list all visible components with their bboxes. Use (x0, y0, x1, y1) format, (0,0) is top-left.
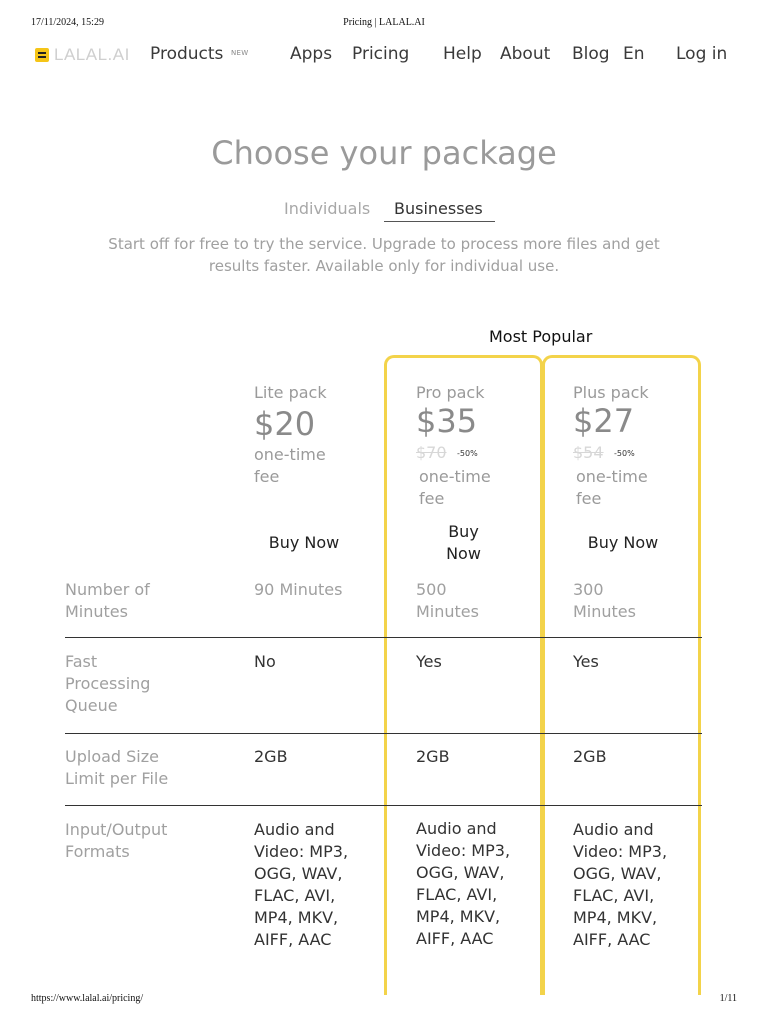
plus-buy-now-button[interactable]: Buy Now (573, 532, 673, 554)
nav-products[interactable]: Products (150, 44, 224, 64)
row-label-upload: Upload Size Limit per File (65, 747, 169, 788)
plus-minutes-value: 300 Minutes (573, 580, 636, 621)
nav-apps[interactable]: Apps (290, 44, 333, 64)
page-title: Choose your package (211, 134, 557, 172)
print-doc-title: Pricing | LALAL.AI (343, 17, 425, 28)
lite-formats-value: Audio and Video: MP3, OGG, WAV, FLAC, AVI, MP4, MKV, AIFF, AAC (254, 820, 349, 949)
audience-tabs (0, 199, 768, 223)
top-nav (0, 42, 768, 68)
new-badge: NEW (231, 49, 249, 57)
nav-help[interactable]: Help (443, 44, 482, 64)
pro-minutes-value: 500 Minutes (416, 580, 479, 621)
pro-queue-value: Yes (416, 652, 442, 671)
row-label-queue: Fast Processing Queue (65, 652, 151, 715)
page-subtitle: Start off for free to try the service. Upgrade to process more files and get results faster. Available only for individual use. (108, 235, 660, 275)
lite-queue-value: No (254, 652, 276, 671)
most-popular-label: Most Popular (489, 327, 593, 346)
plus-formats-value: Audio and Video: MP3, OGG, WAV, FLAC, AVI, MP4, MKV, AIFF, AAC (573, 820, 668, 949)
plus-upload-value: 2GB (573, 747, 607, 766)
print-footer (0, 993, 768, 1007)
print-datetime: 17/11/2024, 15:29 (31, 17, 104, 28)
plus-pack-fee: one-time fee (576, 467, 648, 508)
pro-pack-discount: -50% (457, 449, 478, 458)
pro-formats-value: Audio and Video: MP3, OGG, WAV, FLAC, AVI, MP4, MKV, AIFF, AAC (416, 819, 511, 948)
print-header (0, 17, 768, 31)
pro-pack-old-price: $70 (416, 443, 447, 462)
lite-minutes-value: 90 Minutes (254, 580, 343, 599)
lite-pack-price: $20 (254, 405, 316, 443)
pro-pack-price: $35 (416, 402, 478, 440)
row-divider (65, 805, 702, 806)
plus-pack-old-price: $54 (573, 443, 604, 462)
plus-pack-name: Plus pack (573, 383, 649, 402)
tab-businesses[interactable]: Businesses (384, 199, 495, 222)
pro-upload-value: 2GB (416, 747, 450, 766)
logo-icon (35, 48, 49, 62)
plus-pack-price: $27 (573, 402, 635, 440)
language-selector[interactable]: En (623, 44, 645, 64)
lite-pack-fee: one-time fee (254, 445, 326, 486)
row-label-formats: Input/Output Formats (65, 820, 168, 861)
logo-link[interactable] (35, 45, 130, 65)
login-link[interactable]: Log in (676, 44, 728, 64)
lite-buy-now-button[interactable]: Buy Now (254, 532, 354, 554)
row-divider (65, 637, 702, 638)
plus-pack-discount: -50% (614, 449, 635, 458)
lite-upload-value: 2GB (254, 747, 288, 766)
print-url: https://www.lalal.ai/pricing/ (31, 993, 144, 1004)
pro-pack-name: Pro pack (416, 383, 485, 402)
tab-individuals[interactable]: Individuals (284, 199, 371, 218)
nav-about[interactable]: About (500, 44, 551, 64)
row-divider (65, 733, 702, 734)
pro-buy-now-button[interactable]: Buy Now (436, 521, 491, 565)
nav-blog[interactable]: Blog (572, 44, 610, 64)
print-page-number: 1/11 (719, 993, 737, 1004)
logo-text: LALAL.AI (54, 45, 130, 64)
plus-queue-value: Yes (573, 652, 599, 671)
row-label-minutes: Number of Minutes (65, 580, 150, 621)
lite-pack-name: Lite pack (254, 383, 327, 402)
nav-pricing[interactable]: Pricing (352, 44, 410, 64)
pro-pack-fee: one-time fee (419, 467, 491, 508)
